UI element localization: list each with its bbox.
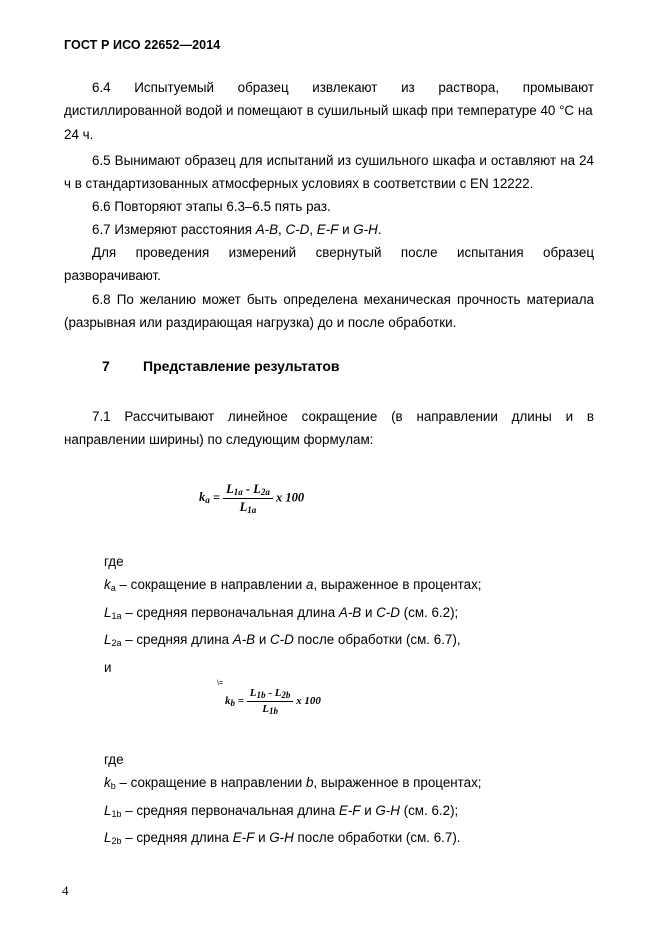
paragraph-6-4-line-3: 24 ч. xyxy=(64,126,94,142)
paragraph-6-4 xyxy=(64,76,594,146)
paragraph-6-7 xyxy=(64,218,594,241)
definition-l1b: $L_{1b}$ – средняя первоначальная длина E-F и G-H (см. 6.2); xyxy=(104,802,459,819)
paragraph-6-5-line-2: ч в стандартизованных атмосферных условиях в соответствии с EN 12222. xyxy=(64,176,534,192)
formula-kb-fraction xyxy=(247,687,294,716)
definitions-a xyxy=(104,550,482,679)
stray-mark: \= xyxy=(217,680,224,687)
formula-kb-denominator: $L_{1b}$ xyxy=(262,703,278,716)
paragraph-6-6 xyxy=(64,195,594,218)
page-number: 4 xyxy=(62,883,69,898)
p67-sep2: , xyxy=(309,222,317,237)
formula-ka xyxy=(199,482,304,515)
formula-ka-lhs: $k_a$ xyxy=(199,490,210,506)
where-word-b: где xyxy=(104,752,124,767)
formula-ka-numerator: $L_{1a} - L_{2a}$ xyxy=(223,482,273,499)
formula-kb-eq: = xyxy=(235,695,247,708)
p67-cd: C-D xyxy=(285,222,310,237)
paragraph-unroll-line-1: Для проведения измерений свернутый после испытания образец xyxy=(92,245,594,260)
p67-sep1: , xyxy=(278,222,286,237)
formula-kb-lhs: $k_b$ xyxy=(225,695,235,709)
section-7-number: 7 xyxy=(102,358,110,374)
paragraph-6-7-text xyxy=(64,218,594,241)
p67-prefix: 6.7 Измеряют расстояния xyxy=(92,222,256,237)
and-word: и xyxy=(104,659,112,675)
p67-and: и xyxy=(338,222,354,237)
paragraph-7-1 xyxy=(64,405,594,452)
p67-ab: A-B xyxy=(255,222,279,237)
paragraph-7-1-line-1: 7.1 Рассчитывают линейное сокращение (в направлении длины и в xyxy=(92,409,594,424)
paragraph-7-1-line-2: направлении ширины) по следующим формулам: xyxy=(64,432,374,448)
paragraph-6-8-line-2: (разрывная или раздирающая нагрузка) до и после обработки. xyxy=(64,315,457,331)
p67-gh: G-H xyxy=(353,222,378,237)
formula-kb-multiplier: x 100 xyxy=(296,695,321,708)
definition-l2b: $L_{2b}$ – средняя длина E-F и G-H после обработки (см. 6.7). xyxy=(104,830,461,847)
formula-ka-denominator: $L_{1a}$ xyxy=(239,500,257,515)
formula-ka-fraction xyxy=(223,482,273,515)
definition-l1a: $L_{1a}$ – средняя первоначальная длина A-B и C-D (см. 6.2); xyxy=(104,604,459,621)
paragraph-6-5-line-1: 6.5 Вынимают образец для испытаний из сушильного шкафа и оставляют на 24 xyxy=(92,153,594,168)
paragraph-6-5 xyxy=(64,149,594,196)
paragraph-6-8 xyxy=(64,288,594,335)
formula-ka-multiplier: x 100 xyxy=(275,490,305,505)
paragraph-6-8-line-1: 6.8 По желанию может быть определена механическая прочность материала xyxy=(92,292,594,307)
paragraph-6-6-text: 6.6 Повторяют этапы 6.3–6.5 пять раз. xyxy=(92,199,331,214)
section-7-title: Представление результатов xyxy=(143,358,340,374)
paragraph-6-4-line-2: дистиллированной водой и помещают в сушильный шкаф при температуре 40 °С на xyxy=(64,103,593,119)
paragraph-unroll-line-2: разворачивают. xyxy=(64,268,161,284)
paragraph-unroll xyxy=(64,241,594,288)
document-code-header: ГОСТ Р ИСО 22652—2014 xyxy=(64,38,221,52)
paragraph-6-4-line-1: 6.4 Испытуемый образец извлекают из раствора, промывают xyxy=(92,80,594,95)
definition-ka: $k_a$ – сокращение в направлении a, выраженное в процентах; xyxy=(104,577,482,594)
definition-l2a: $L_{2a}$ – средняя длина A-B и C-D после обработки (см. 6.7), xyxy=(104,632,461,649)
p67-ef: E-F xyxy=(316,222,339,237)
where-word-a: где xyxy=(104,554,124,569)
formula-kb xyxy=(225,687,321,716)
definition-kb: $k_b$ – сокращение в направлении b, выраженное в процентах; xyxy=(104,775,482,792)
formula-ka-eq: = xyxy=(209,490,224,505)
definitions-b xyxy=(104,748,482,854)
p67-end: . xyxy=(377,222,382,237)
formula-kb-numerator: $L_{1b} - L_{2b}$ xyxy=(247,687,294,702)
